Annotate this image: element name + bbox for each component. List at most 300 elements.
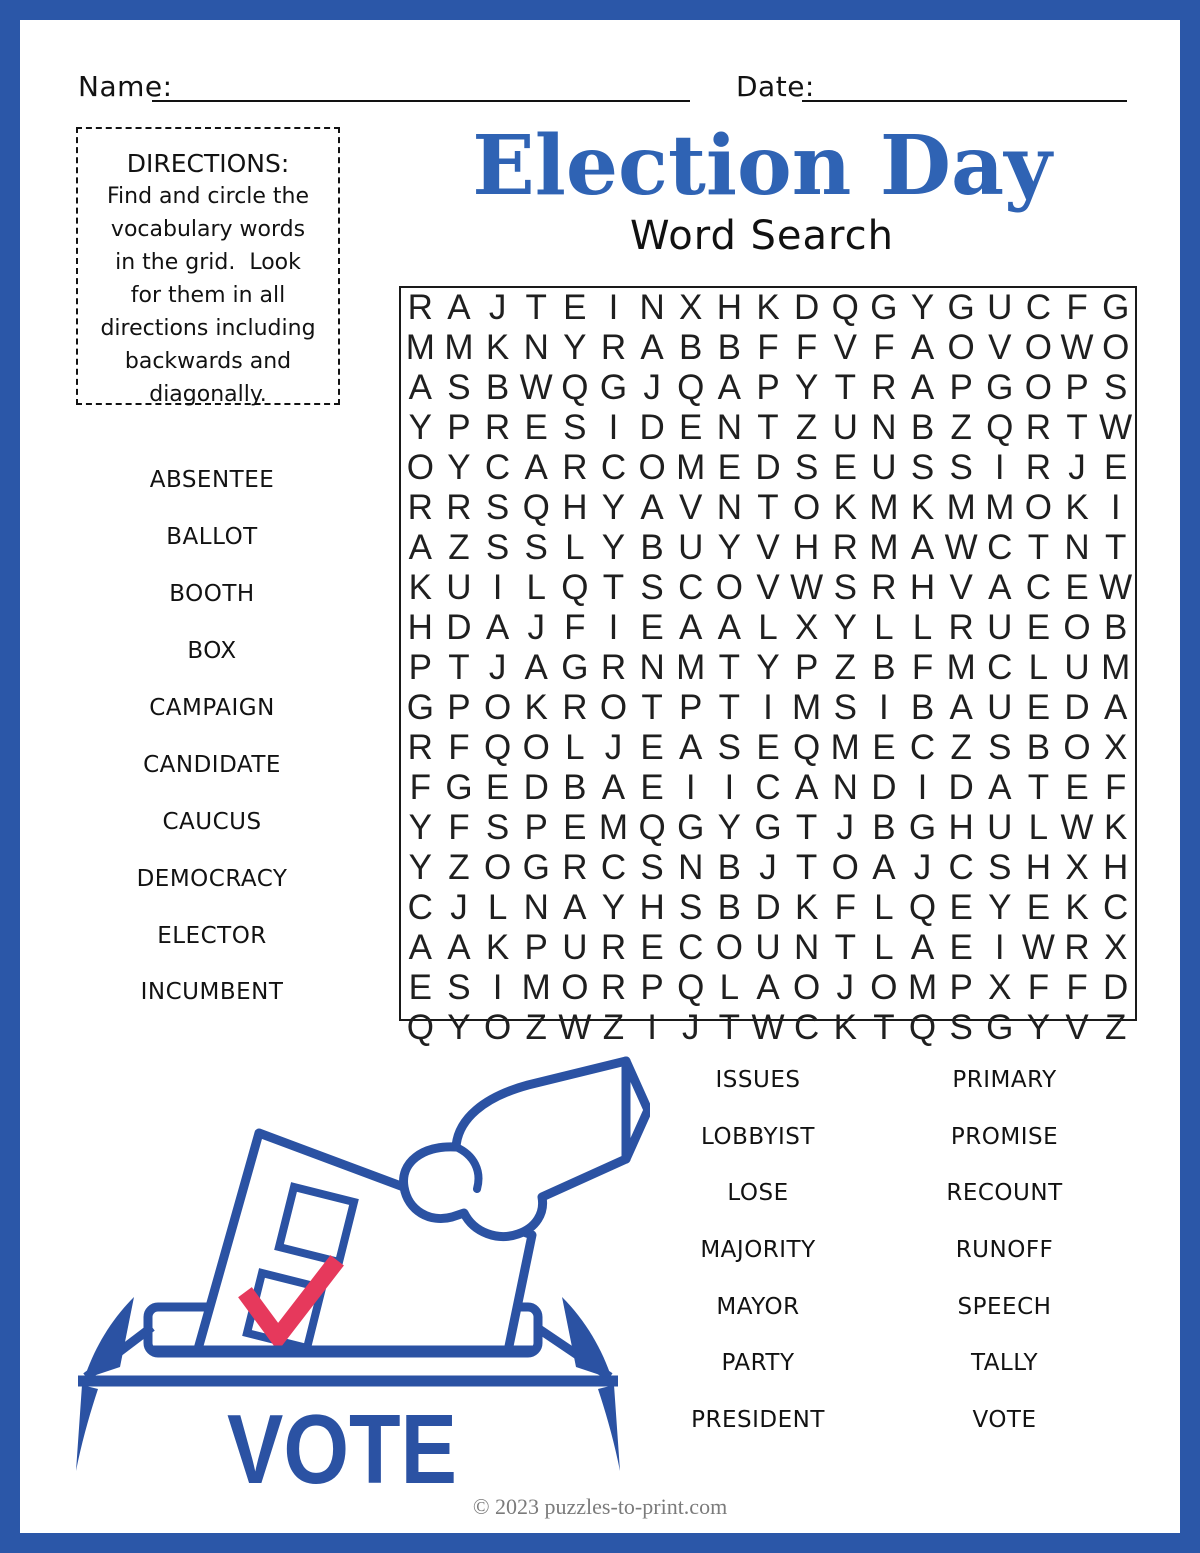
grid-letter: C	[909, 728, 936, 767]
grid-letter: O	[793, 968, 821, 1007]
word-item: ISSUES	[715, 1067, 801, 1094]
grid-letter: C	[1103, 888, 1129, 927]
word-item: PARTY	[721, 1350, 795, 1377]
grid-letter: A	[640, 488, 664, 527]
grid-letter: W	[1060, 808, 1094, 847]
grid-letter: C	[793, 1008, 820, 1047]
directions-line: diagonally.	[149, 382, 267, 407]
grid-letter: D	[1064, 688, 1090, 727]
grid-letter: X	[1104, 928, 1128, 967]
word-item: PROMISE	[950, 1123, 1059, 1150]
grid-letter: Y	[601, 888, 626, 927]
word-item: CAMPAIGN	[149, 695, 275, 721]
footer-copyright: © 2023 puzzles-to-print.com	[472, 1494, 728, 1519]
grid-letter: U	[987, 808, 1013, 847]
date-label: Date:	[736, 70, 815, 103]
grid-letter: Z	[950, 408, 972, 447]
grid-letter: B	[563, 768, 587, 807]
grid-letter: L	[874, 928, 894, 967]
grid-letter: A	[601, 768, 626, 807]
grid-letter: H	[1103, 848, 1129, 887]
grid-letter: T	[718, 688, 741, 727]
grid-letter: Y	[447, 1008, 471, 1047]
grid-letter: F	[564, 608, 586, 647]
grid-letter: A	[988, 768, 1012, 807]
grid-letter: Z	[448, 528, 470, 567]
grid-letter: W	[944, 528, 978, 567]
grid-letter: B	[717, 888, 742, 927]
grid-letter: U	[446, 568, 472, 607]
grid-letter: U	[987, 608, 1013, 647]
grid-letter: I	[917, 768, 928, 807]
word-item: ELECTOR	[157, 922, 267, 949]
grid-letter: O	[870, 968, 898, 1007]
grid-letter: B	[717, 328, 742, 367]
grid-letter: H	[909, 568, 936, 607]
grid-letter: E	[717, 448, 742, 487]
grid-letter: D	[948, 768, 974, 807]
grid-letter: C	[600, 848, 627, 887]
grid-letter: D	[871, 768, 897, 807]
grid-letter: S	[679, 888, 703, 927]
grid-letter: L	[526, 568, 546, 607]
grid-letter: V	[833, 328, 857, 367]
grid-letter: R	[407, 288, 433, 327]
grid-letter: E	[833, 448, 857, 487]
word-item: ABSENTEE	[149, 467, 275, 494]
grid-letter: K	[756, 288, 780, 327]
grid-letter: E	[679, 408, 703, 447]
grid-letter: E	[408, 968, 432, 1007]
grid-letter: C	[678, 568, 704, 607]
name-line	[152, 72, 690, 102]
grid-letter: Y	[717, 808, 742, 847]
grid-letter: W	[1099, 408, 1133, 447]
grid-letter: S	[794, 448, 819, 487]
grid-letter: H	[562, 488, 588, 527]
grid-letter: K	[833, 1008, 857, 1047]
grid-letter: I	[685, 768, 696, 807]
grid-letter: U	[871, 448, 897, 487]
word-item: BOX	[187, 638, 237, 665]
grid-letter: D	[523, 768, 549, 807]
grid-letter: J	[450, 888, 468, 927]
grid-letter: Y	[1026, 1008, 1051, 1047]
grid-letter: B	[910, 408, 935, 447]
grid-letter: A	[679, 608, 703, 647]
grid-letter: Y	[563, 328, 587, 367]
grid-letter: R	[562, 688, 588, 727]
grid-letter: G	[947, 288, 975, 327]
grid-letter: Q	[793, 728, 821, 767]
grid-letter: K	[794, 888, 819, 927]
grid-letter: X	[988, 968, 1012, 1007]
grid-letter: I	[879, 688, 889, 727]
grid-letter: F	[911, 648, 934, 687]
directions-line: in the grid. Look	[115, 250, 301, 275]
grid-letter: I	[647, 1008, 657, 1047]
grid-letter: R	[871, 568, 897, 607]
word-item: RUNOFF	[955, 1237, 1054, 1264]
grid-letter: E	[563, 288, 587, 327]
grid-letter: I	[608, 608, 619, 647]
grid-letter: R	[871, 368, 897, 407]
grid-letter: F	[448, 808, 470, 847]
grid-letter: A	[794, 768, 819, 807]
grid-letter: T	[641, 688, 663, 727]
grid-letter: J	[681, 1008, 700, 1047]
grid-letter: E	[949, 888, 973, 927]
grid-letter: O	[1024, 488, 1053, 527]
grid-letter: X	[679, 288, 703, 327]
grid-letter: F	[1066, 288, 1088, 327]
grid-letter: B	[910, 688, 935, 727]
grid-letter: A	[910, 368, 935, 407]
grid-letter: P	[524, 928, 548, 967]
grid-letter: F	[834, 888, 856, 927]
grid-letter: A	[910, 528, 935, 567]
grid-letter: N	[716, 488, 742, 527]
grid-letter: U	[987, 288, 1013, 327]
grid-letter: U	[987, 688, 1013, 727]
grid-letter: T	[1027, 528, 1050, 567]
grid-letter: Y	[910, 288, 935, 327]
grid-letter: Z	[448, 848, 470, 887]
grid-letter: C	[948, 848, 974, 887]
grid-letter: M	[946, 488, 976, 527]
grid-letter: I	[608, 408, 619, 447]
grid-letter: B	[1104, 608, 1128, 647]
word-list-bottom-right	[882, 1052, 1127, 1448]
word-list-bottom-left	[638, 1052, 878, 1448]
grid-letter: O	[831, 848, 859, 887]
grid-letter: I	[994, 448, 1005, 487]
grid-letter: U	[1064, 648, 1090, 687]
grid-letter: A	[447, 928, 471, 967]
grid-letter: V	[988, 328, 1012, 367]
grid-letter: C	[1025, 288, 1052, 327]
grid-letter: Q	[677, 968, 705, 1007]
grid-letter: O	[715, 928, 743, 967]
grid-letter: A	[563, 888, 587, 927]
grid-letter: J	[913, 848, 932, 887]
grid-letter: C	[678, 928, 704, 967]
grid-letter: O	[793, 488, 821, 527]
grid-letter: S	[988, 848, 1012, 887]
grid-letter: Q	[908, 1008, 937, 1047]
grid-letter: Q	[638, 808, 666, 847]
grid-letter: F	[1066, 968, 1088, 1007]
grid-letter: N	[678, 848, 704, 887]
grid-letter: Q	[483, 728, 512, 767]
grid-letter: A	[988, 568, 1012, 607]
grid-letter: O	[406, 448, 434, 487]
grid-letter: K	[485, 328, 510, 367]
grid-letter: N	[793, 928, 820, 967]
grid-letter: U	[678, 528, 704, 567]
grid-letter: P	[949, 368, 973, 407]
grid-letter: S	[485, 808, 510, 847]
grid-letter: E	[1026, 888, 1051, 927]
grid-letter: M	[521, 968, 551, 1007]
grid-letter: K	[408, 568, 432, 607]
grid-letter: H	[948, 808, 974, 847]
grid-letter: B	[872, 648, 896, 687]
grid-letter: Z	[602, 1008, 625, 1047]
grid-letter: F	[409, 768, 431, 807]
grid-letter: O	[1063, 608, 1091, 647]
grid-letter: E	[640, 608, 664, 647]
grid-letter: O	[947, 328, 975, 367]
grid-letter: T	[757, 408, 779, 447]
word-item: INCUMBENT	[140, 979, 284, 1006]
page-title: Election Day	[472, 118, 1052, 214]
grid-letter: K	[833, 488, 857, 527]
grid-letter: G	[599, 368, 628, 407]
grid-letter: Q	[522, 488, 550, 527]
grid-letter: E	[1026, 688, 1051, 727]
grid-letter: S	[988, 728, 1012, 767]
grid-letter: X	[1065, 848, 1089, 887]
word-item: CANDIDATE	[143, 751, 281, 778]
grid-letter: N	[832, 768, 858, 807]
grid-letter: A	[717, 608, 742, 647]
grid-letter: Y	[601, 488, 626, 527]
grid-letter: S	[640, 848, 664, 887]
grid-letter: R	[1064, 928, 1090, 967]
grid-letter: V	[679, 488, 703, 527]
grid-letter: P	[949, 968, 973, 1007]
grid-letter: Y	[408, 408, 432, 447]
word-search-grid	[399, 286, 1137, 1047]
grid-letter: R	[600, 968, 627, 1007]
grid-letter: Y	[601, 528, 626, 567]
grid-letter: N	[523, 328, 549, 367]
grid-letter: Y	[988, 888, 1012, 927]
grid-letter: G	[986, 368, 1014, 407]
grid-letter: Z	[950, 728, 972, 767]
grid-letter: B	[485, 368, 510, 407]
grid-letter: G	[561, 648, 589, 687]
grid-letter: N	[639, 648, 665, 687]
grid-letter: I	[763, 688, 773, 727]
grid-letter: E	[756, 728, 780, 767]
name-label: Name:	[78, 70, 173, 103]
grid-letter: W	[1021, 928, 1055, 967]
grid-letter: L	[874, 888, 894, 927]
grid-letter: P	[408, 648, 432, 687]
grid-letter: M	[907, 968, 938, 1007]
grid-letter: F	[1027, 968, 1050, 1007]
grid-letter: C	[987, 528, 1013, 567]
grid-letter: O	[483, 688, 512, 727]
grid-letter: W	[519, 368, 553, 407]
grid-letter: G	[870, 288, 898, 327]
grid-letter: P	[1065, 368, 1089, 407]
grid-letter: E	[563, 808, 587, 847]
grid-letter: K	[1065, 888, 1089, 927]
grid-letter: I	[1110, 488, 1121, 527]
word-item: DEMOCRACY	[136, 865, 288, 892]
grid-letter: L	[758, 608, 778, 647]
grid-letter: A	[717, 368, 742, 407]
hand-icon	[404, 1061, 648, 1236]
word-item: LOSE	[727, 1180, 789, 1207]
grid-letter: T	[873, 1008, 895, 1047]
grid-letter: N	[639, 288, 665, 327]
grid-letter: H	[1025, 848, 1052, 887]
grid-letter: I	[994, 928, 1005, 967]
grid-letter: A	[447, 288, 471, 327]
grid-letter: K	[485, 928, 510, 967]
vote-label: VOTE	[227, 1394, 457, 1495]
grid-letter: M	[830, 728, 860, 767]
grid-letter: M	[792, 688, 822, 727]
grid-letter: H	[716, 288, 742, 327]
grid-letter: O	[522, 728, 550, 767]
grid-letter: K	[910, 488, 935, 527]
grid-letter: E	[640, 928, 664, 967]
grid-letter: X	[1104, 728, 1128, 767]
grid-letter: G	[522, 848, 550, 887]
grid-letter: E	[640, 768, 664, 807]
word-item: PRIMARY	[952, 1067, 1057, 1094]
grid-letter: T	[757, 488, 779, 527]
grid-letter: T	[525, 288, 547, 327]
word-list-left	[72, 452, 352, 1021]
word-item: LOBBYIST	[701, 1123, 815, 1150]
grid-letter: W	[558, 1008, 592, 1047]
grid-letter: E	[1026, 608, 1051, 647]
grid-letter: X	[794, 608, 819, 647]
grid-letter: S	[717, 728, 742, 767]
grid-letter: T	[834, 928, 856, 967]
grid-letter: A	[524, 648, 548, 687]
grid-letter: M	[869, 488, 899, 527]
grid-letter: D	[639, 408, 665, 447]
grid-letter: Z	[525, 1008, 547, 1047]
grid-letter: U	[832, 408, 858, 447]
word-item: CAUCUS	[162, 808, 262, 835]
grid-letter: Y	[794, 368, 819, 407]
grid-letter: S	[485, 488, 510, 527]
grid-letter: J	[643, 368, 661, 407]
grid-letter: C	[484, 448, 511, 487]
grid-letter: Y	[408, 848, 432, 887]
grid-letter: Z	[1104, 1008, 1127, 1047]
directions-line: directions including	[100, 316, 316, 341]
grid-letter: G	[986, 1008, 1014, 1047]
grid-letter: S	[485, 528, 510, 567]
grid-letter: D	[755, 448, 781, 487]
grid-letter: A	[679, 728, 703, 767]
grid-letter: T	[448, 648, 470, 687]
grid-letter: E	[1065, 568, 1089, 607]
grid-letter: S	[447, 968, 471, 1007]
grid-letter: L	[1028, 808, 1049, 847]
grid-letter: M	[1101, 648, 1131, 687]
grid-letter: T	[1104, 528, 1127, 567]
grid-letter: D	[1103, 968, 1129, 1007]
ballot-box-illustration	[70, 1055, 650, 1495]
grid-letter: M	[598, 808, 629, 847]
directions-title: DIRECTIONS:	[126, 149, 290, 178]
grid-letter: A	[910, 328, 935, 367]
grid-letter: P	[640, 968, 664, 1007]
grid-letter: T	[834, 368, 856, 407]
directions-text	[78, 180, 338, 411]
grid-letter: B	[679, 328, 703, 367]
grid-letter: P	[794, 648, 819, 687]
grid-letter: P	[447, 408, 471, 447]
word-item: BOOTH	[169, 581, 255, 608]
grid-letter: R	[446, 488, 472, 527]
grid-letter: V	[756, 528, 780, 567]
grid-letter: O	[1024, 328, 1053, 367]
grid-letter: T	[718, 648, 741, 687]
grid-letter: B	[1026, 728, 1051, 767]
grid-letter: T	[1066, 408, 1088, 447]
grid-letter: A	[949, 688, 973, 727]
grid-letter: H	[793, 528, 820, 567]
grid-letter: M	[405, 328, 435, 367]
grid-letter: F	[1104, 768, 1127, 807]
grid-letter: C	[1025, 568, 1052, 607]
grid-letter: U	[562, 928, 588, 967]
grid-letter: S	[563, 408, 587, 447]
grid-letter: R	[407, 728, 433, 767]
grid-letter: R	[600, 928, 627, 967]
grid-letter: G	[445, 768, 473, 807]
grid-letter: O	[483, 1008, 512, 1047]
grid-letter: W	[751, 1008, 785, 1047]
grid-letter: R	[832, 528, 858, 567]
grid-letter: O	[599, 688, 628, 727]
grid-letter: P	[679, 688, 703, 727]
grid-letter: C	[600, 448, 627, 487]
word-item: SPEECH	[957, 1293, 1052, 1320]
grid-letter: F	[873, 328, 895, 367]
grid-letter: C	[987, 648, 1013, 687]
grid-letter: O	[483, 848, 512, 887]
grid-letter: W	[790, 568, 824, 607]
grid-letter: A	[640, 328, 664, 367]
directions-line: vocabulary words	[110, 217, 306, 242]
grid-letter: J	[836, 808, 854, 847]
grid-letter: E	[640, 728, 664, 767]
grid-letter: R	[600, 648, 627, 687]
grid-letter: P	[524, 808, 548, 847]
grid-letter: V	[756, 568, 780, 607]
grid-letter: Q	[561, 368, 589, 407]
grid-letter: E	[485, 768, 510, 807]
grid-letter: L	[719, 968, 740, 1007]
word-item: MAJORITY	[700, 1237, 816, 1264]
grid-letter: S	[910, 448, 935, 487]
grid-letter: J	[488, 288, 507, 327]
grid-letter: F	[448, 728, 470, 767]
grid-letter: H	[639, 888, 665, 927]
grid-letter: I	[492, 568, 503, 607]
grid-letter: Q	[561, 568, 589, 607]
grid-letter: Q	[986, 408, 1014, 447]
grid-letter: Y	[756, 648, 780, 687]
grid-letter: W	[1099, 568, 1133, 607]
grid-letter: S	[833, 688, 857, 727]
grid-letter: B	[717, 848, 742, 887]
directions-line: Find and circle the	[106, 184, 310, 209]
grid-letter: I	[492, 968, 503, 1007]
